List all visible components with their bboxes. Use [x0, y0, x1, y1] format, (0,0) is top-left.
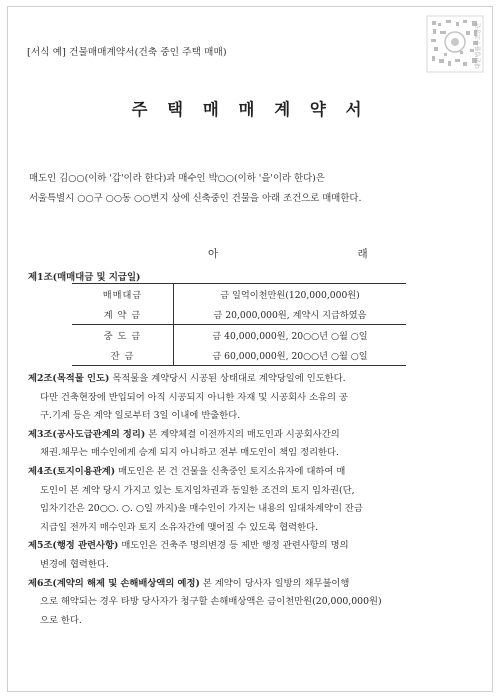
article-6 — [28, 575, 484, 631]
article-line: 제6조(계약의 해제 및 손해배상액의 예정) 본 계약이 당사자 일방의 채무불이행 — [28, 577, 350, 589]
article-line: 제4조(토지이용관계) 매도인은 본 건 건물을 신축중인 토지소유자에 대하여 매 — [28, 465, 346, 477]
article-heading: 제2조(목적물 인도) — [28, 373, 110, 384]
article-line: 지급일 전까지 매수인과 토지 소유자간에 맺어질 수 있도록 협력한다. — [40, 521, 319, 533]
table-row — [72, 345, 406, 366]
article-line: 제2조(목적물 인도) 목적물을 계약당시 시공된 상태대로 계약당일에 인도한다. — [28, 373, 346, 384]
section-heading: 아 래 — [208, 248, 436, 260]
article-line: 다만 건축현장에 반입되어 아직 시공되지 아니한 자재 및 시공회사 소유의 공 — [40, 391, 348, 403]
article-line: 으로 해약되는 경우 타방 당사자가 청구할 손해배상액은 금이천만원(20,000,000원) — [40, 596, 382, 608]
table-row — [72, 325, 406, 346]
article-2 — [28, 370, 484, 426]
table-row — [72, 304, 406, 325]
document-title: 주 택 매 매 계 약 서 — [131, 100, 369, 119]
intro-line: 매도인 김○○(이하 '갑'이라 한다)과 매수인 박○○(이하 '을'이라 한다)은 — [29, 173, 325, 184]
price-table — [72, 283, 406, 366]
article-line: 제3조(공사도급관계의 정리) 본 계약체결 이전까지의 매도인과 시공회사간의 — [28, 428, 340, 440]
article-heading: 제6조(계약의 해제 및 손해배상액의 예정) — [28, 577, 200, 589]
article-heading: 제3조(공사도급관계의 정리) — [28, 428, 146, 440]
article-line: 도인이 본 계약 당시 가지고 있는 토지임차권과 동일한 조건의 토지 임차권(단, — [40, 484, 355, 496]
legal-aid-stamp-icon — [426, 15, 484, 73]
price-label: 매매대금 — [72, 284, 174, 305]
article-1-heading: 제1조(매매대금 및 지급일) — [28, 272, 141, 283]
price-value: 금 40,000,000원, 20○○년 ○월 ○일 — [174, 325, 407, 346]
article-3 — [28, 426, 484, 463]
article-4 — [28, 463, 484, 537]
price-label: 계 약 금 — [72, 304, 174, 325]
price-label: 중 도 금 — [72, 325, 174, 346]
article-line: 구.기계 등은 계약 일로부터 3일 이내에 반출한다. — [40, 410, 241, 422]
article-heading: 제5조(행정 관련사항) — [28, 540, 119, 552]
price-value: 금 20,000,000원, 계약시 지급하였음 — [213, 310, 367, 321]
article-line: 변경에 협력한다. — [40, 558, 109, 570]
intro-paragraph — [29, 169, 481, 209]
article-line: 으로 한다. — [40, 614, 82, 626]
form-caption: [서식 예] 건물매매계약서(건축 중인 주택 매매) — [27, 47, 227, 58]
stamp-text: 대한법률구조공단 — [475, 22, 482, 69]
article-line: 임차기간은 20○○. ○. ○일 까지)을 매수인이 가지는 내용의 임대차계약이 잔금 — [40, 503, 363, 515]
table-row — [72, 284, 406, 305]
price-value: 금 60,000,000원, 20○○년 ○월 ○일 — [174, 345, 407, 366]
article-line: 제5조(행정 관련사항) 매도인은 건축주 명의변경 등 제반 행정 관련사항의 명의 — [28, 540, 349, 552]
article-heading: 제4조(토지이용관계) — [28, 465, 116, 477]
intro-line: 서울특별시 ○○구 ○○동 ○○번지 상에 신축중인 건물을 아래 조건으로 매매한다. — [29, 193, 362, 204]
article-line: 채권.채무는 매수인에게 승계 되지 아니하고 전부 매도인이 책임 정리한다. — [40, 447, 339, 459]
article-list — [28, 370, 484, 630]
price-label: 잔 금 — [72, 345, 174, 366]
article-5 — [28, 537, 484, 574]
price-value: 금 일억이천만원(120,000,000원) — [174, 284, 407, 305]
